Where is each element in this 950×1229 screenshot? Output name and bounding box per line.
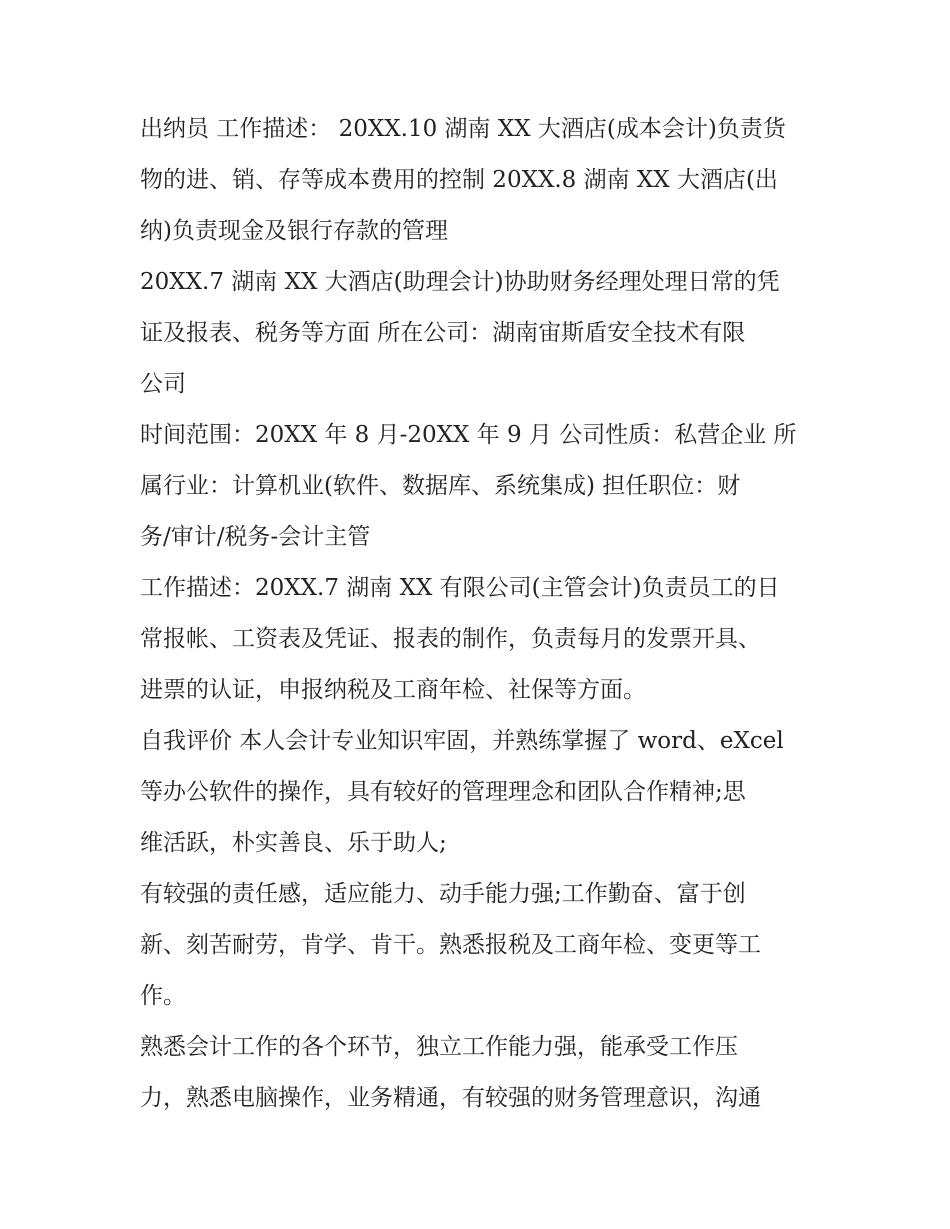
text-line: 时间范围：20XX 年 8 月-20XX 年 9 月 公司性质：私营企业 所 [140,422,797,448]
text-line: 证及报表、税务等方面 所在公司：湖南宙斯盾安全技术有限 [140,320,746,346]
text-line: 常报帐、工资表及凭证、报表的制作，负责每月的发票开具、 [140,626,761,652]
text-line: 新、刻苦耐劳，肯学、肯干。熟悉报税及工商年检、变更等工 [140,932,761,958]
text-line: 维活跃，朴实善良、乐于助人; [140,830,447,856]
text-line: 物的进、销、存等成本费用的控制 20XX.8 湖南 XX 大酒店(出 [140,167,778,193]
text-line: 熟悉会计工作的各个环节，独立工作能力强，能承受工作压 [140,1034,738,1060]
text-line: 公司 [140,371,186,397]
text-line: 自我评价 本人会计专业知识牢固，并熟练掌握了 word、eXcel [140,728,784,754]
text-line: 作。 [140,983,186,1009]
text-line: 务/审计/税务-会计主管 [140,524,371,550]
text-line: 属行业：计算机业(软件、数据库、系统集成) 担任职位：财 [140,473,741,499]
text-line: 进票的认证，申报纳税及工商年检、社保等方面。 [140,677,646,703]
text-line: 力，熟悉电脑操作，业务精通，有较强的财务管理意识，沟通 [140,1085,761,1111]
document-body [140,104,816,1124]
text-line: 工作描述：20XX.7 湖南 XX 有限公司(主管会计)负责员工的日 [140,575,780,601]
text-line: 纳)负责现金及银行存款的管理 [140,218,448,244]
text-line: 20XX.7 湖南 XX 大酒店(助理会计)协助财务经理处理日常的凭 [140,269,780,295]
text-line: 等办公软件的操作，具有较好的管理理念和团队合作精神;思 [140,779,746,805]
text-line: 有较强的责任感，适应能力、动手能力强;工作勤奋、富于创 [140,881,746,907]
text-line: 出纳员 工作描述： 20XX.10 湖南 XX 大酒店(成本会计)负责货 [140,116,786,142]
